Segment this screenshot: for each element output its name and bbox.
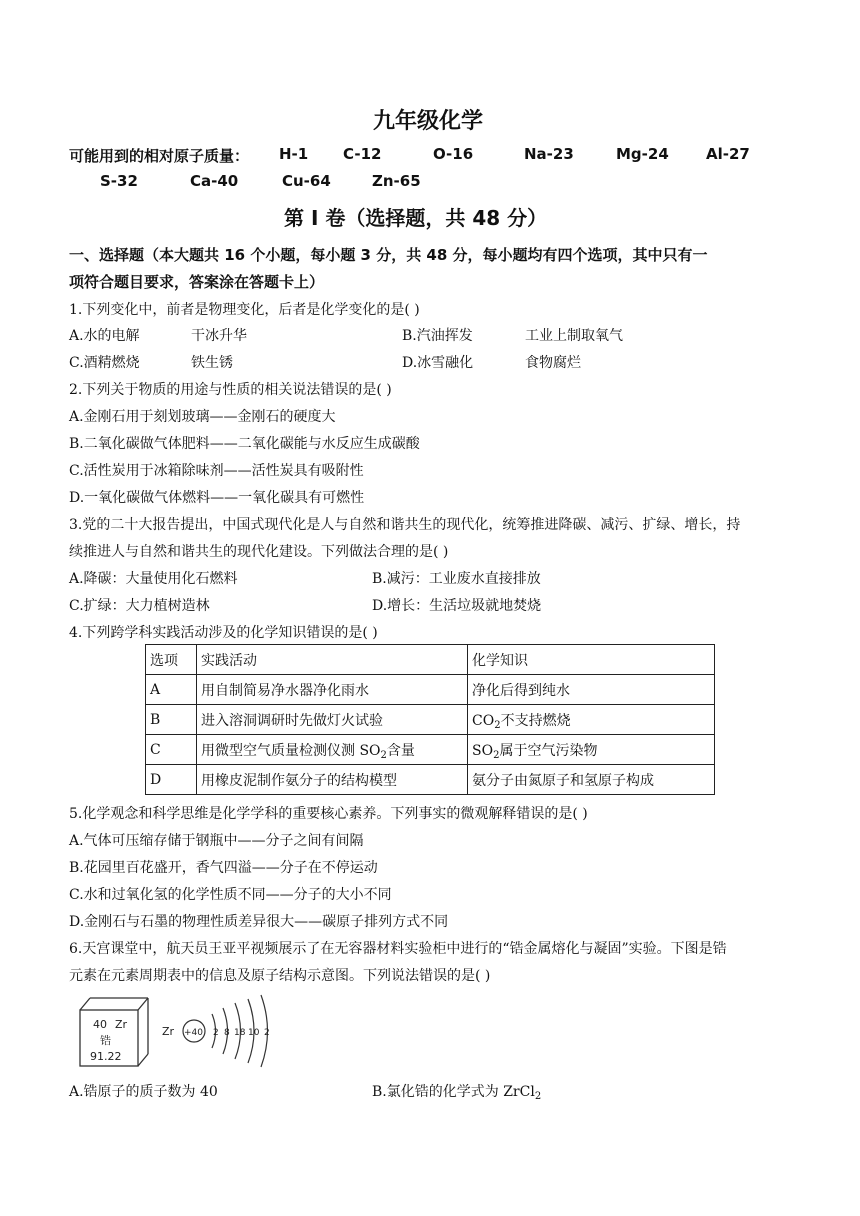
cell-text: 用微型空气质量检测仪测 SO (201, 742, 381, 759)
q4-table (145, 644, 715, 795)
q6-option-b-text: B.氯化锆的化学式为 ZrCl (372, 1084, 535, 1100)
table-row (146, 705, 715, 735)
atomic-number: 40 (93, 1018, 107, 1031)
table-cell: D (146, 765, 197, 795)
zirconium-figure (76, 990, 286, 1070)
q5-option-b: B.花园里百花盛开，香气四溢——分子在不停运动 (69, 860, 378, 876)
mass-o: O-16 (433, 145, 474, 163)
q3-option-b: B.减污：工业废水直接排放 (372, 571, 541, 587)
q3-option-d: D.增长：生活垃圾就地焚烧 (372, 598, 542, 614)
cell-text: 含量 (386, 742, 415, 759)
q4-stem: 4.下列跨学科实践活动涉及的化学知识错误的是( ) (69, 625, 378, 641)
element-name: 锆 (100, 1034, 111, 1047)
table-cell: B (146, 705, 197, 735)
q1-option-d: D.冰雪融化 (402, 355, 474, 371)
formula-text: CO (472, 712, 495, 729)
mass-al: Al-27 (706, 145, 750, 163)
q3-stem-line1: 3.党的二十大报告提出，中国式现代化是人与自然和谐共生的现代化，统筹推进降碳、减污、扩绿、增长，持 (69, 517, 741, 533)
cell-text: 不支持燃烧 (500, 712, 571, 729)
table-cell: 用自制简易净水器净化雨水 (197, 675, 468, 705)
q1-option-b-2: 工业上制取氧气 (525, 328, 623, 344)
masses-label: 可能用到的相对原子质量： (69, 147, 250, 165)
section-title: 第 I 卷（选择题，共 48 分） (284, 206, 548, 230)
mass-ca: Ca-40 (190, 172, 239, 190)
q5-option-a: A.气体可压缩存储于钢瓶中——分子之间有间隔 (69, 833, 364, 849)
mass-cu: Cu-64 (282, 172, 331, 190)
table-header-cell: 实践活动 (197, 645, 468, 675)
subscript: 2 (493, 749, 500, 761)
table-header-cell: 选项 (146, 645, 197, 675)
table-header-row (146, 645, 715, 675)
cell-text: 属于空气污染物 (499, 742, 598, 759)
q5-stem: 5.化学观念和科学思维是化学学科的重要核心素养。下列事实的微观解释错误的是( ) (69, 806, 588, 822)
atom-symbol: Zr (162, 1025, 175, 1038)
q1-option-a-2: 干冰升华 (191, 328, 247, 344)
table-cell: 用橡皮泥制作氨分子的结构模型 (197, 765, 468, 795)
q2-option-c: C.活性炭用于冰箱除味剂——活性炭具有吸附性 (69, 463, 364, 479)
nucleus-charge: +40 (184, 1028, 203, 1038)
table-cell (197, 735, 468, 765)
table-cell: 氨分子由氮原子和氢原子构成 (468, 765, 715, 795)
q2-option-b: B.二氧化碳做气体肥料——二氧化碳能与水反应生成碳酸 (69, 436, 420, 452)
q1-option-a: A.水的电解 (69, 328, 140, 344)
atomic-mass: 91.22 (90, 1050, 122, 1063)
subscript: 2 (494, 719, 501, 731)
q1-option-b: B.汽油挥发 (402, 328, 473, 344)
mass-s: S-32 (100, 172, 138, 190)
shell-electrons-4: 10 (248, 1028, 260, 1038)
q6-stem-line2: 元素在元素周期表中的信息及原子结构示意图。下列说法错误的是( ) (69, 968, 491, 984)
shell-electrons-5: 2 (264, 1028, 270, 1038)
shell-electrons-2: 8 (224, 1028, 230, 1038)
mass-mg: Mg-24 (616, 145, 669, 163)
table-cell (468, 705, 715, 735)
q1-option-c-2: 铁生锈 (191, 355, 233, 371)
section-intro-line2: 项符合题目要求，答案涂在答题卡上） (69, 273, 325, 291)
q3-stem-line2: 续推进人与自然和谐共生的现代化建设。下列做法合理的是( ) (69, 544, 449, 560)
table-cell: 进入溶洞调研时先做灯火试验 (197, 705, 468, 735)
subscript: 2 (380, 749, 387, 761)
mass-c: C-12 (343, 145, 382, 163)
shell-electrons-1: 2 (213, 1028, 219, 1038)
table-row (146, 675, 715, 705)
formula-text: SO (472, 742, 494, 759)
q6-option-a: A.锆原子的质子数为 40 (69, 1084, 218, 1100)
q6-option-b (372, 1081, 541, 1101)
mass-h: H-1 (279, 145, 309, 163)
table-cell (468, 735, 715, 765)
q3-option-c: C.扩绿：大力植树造林 (69, 598, 210, 614)
q1-stem: 1.下列变化中，前者是物理变化，后者是化学变化的是( ) (69, 302, 420, 318)
q2-option-d: D.一氧化碳做气体燃料——一氧化碳具有可燃性 (69, 490, 365, 506)
table-cell: C (146, 735, 197, 765)
q2-stem: 2.下列关于物质的用途与性质的相关说法错误的是( ) (69, 382, 392, 398)
table-cell: A (146, 675, 197, 705)
subscript: 2 (534, 1091, 542, 1102)
q5-option-d: D.金刚石与石墨的物理性质差异很大——碳原子排列方式不同 (69, 914, 449, 930)
q5-option-c: C.水和过氧化氢的化学性质不同——分子的大小不同 (69, 887, 392, 903)
element-symbol: Zr (115, 1018, 128, 1031)
shell-electrons-3: 18 (234, 1028, 246, 1038)
table-row (146, 735, 715, 765)
mass-na: Na-23 (524, 145, 574, 163)
q1-option-c: C.酒精燃烧 (69, 355, 140, 371)
table-row (146, 765, 715, 795)
table-header-cell: 化学知识 (468, 645, 715, 675)
mass-zn: Zn-65 (372, 172, 421, 190)
q3-option-a: A.降碳：大量使用化石燃料 (69, 571, 238, 587)
q1-option-d-2: 食物腐烂 (525, 355, 581, 371)
q6-stem-line1: 6.天宫课堂中，航天员王亚平视频展示了在无容器材料实验柜中进行的“锆金属熔化与凝固”实验。下图是锆 (69, 941, 727, 957)
q2-option-a: A.金刚石用于刻划玻璃——金刚石的硬度大 (69, 409, 336, 425)
section-intro-line1: 一、选择题（本大题共 16 个小题，每小题 3 分，共 48 分，每小题均有四个选项，其中只有一 (69, 246, 708, 264)
page-title: 九年级化学 (373, 109, 484, 134)
table-cell: 净化后得到纯水 (468, 675, 715, 705)
